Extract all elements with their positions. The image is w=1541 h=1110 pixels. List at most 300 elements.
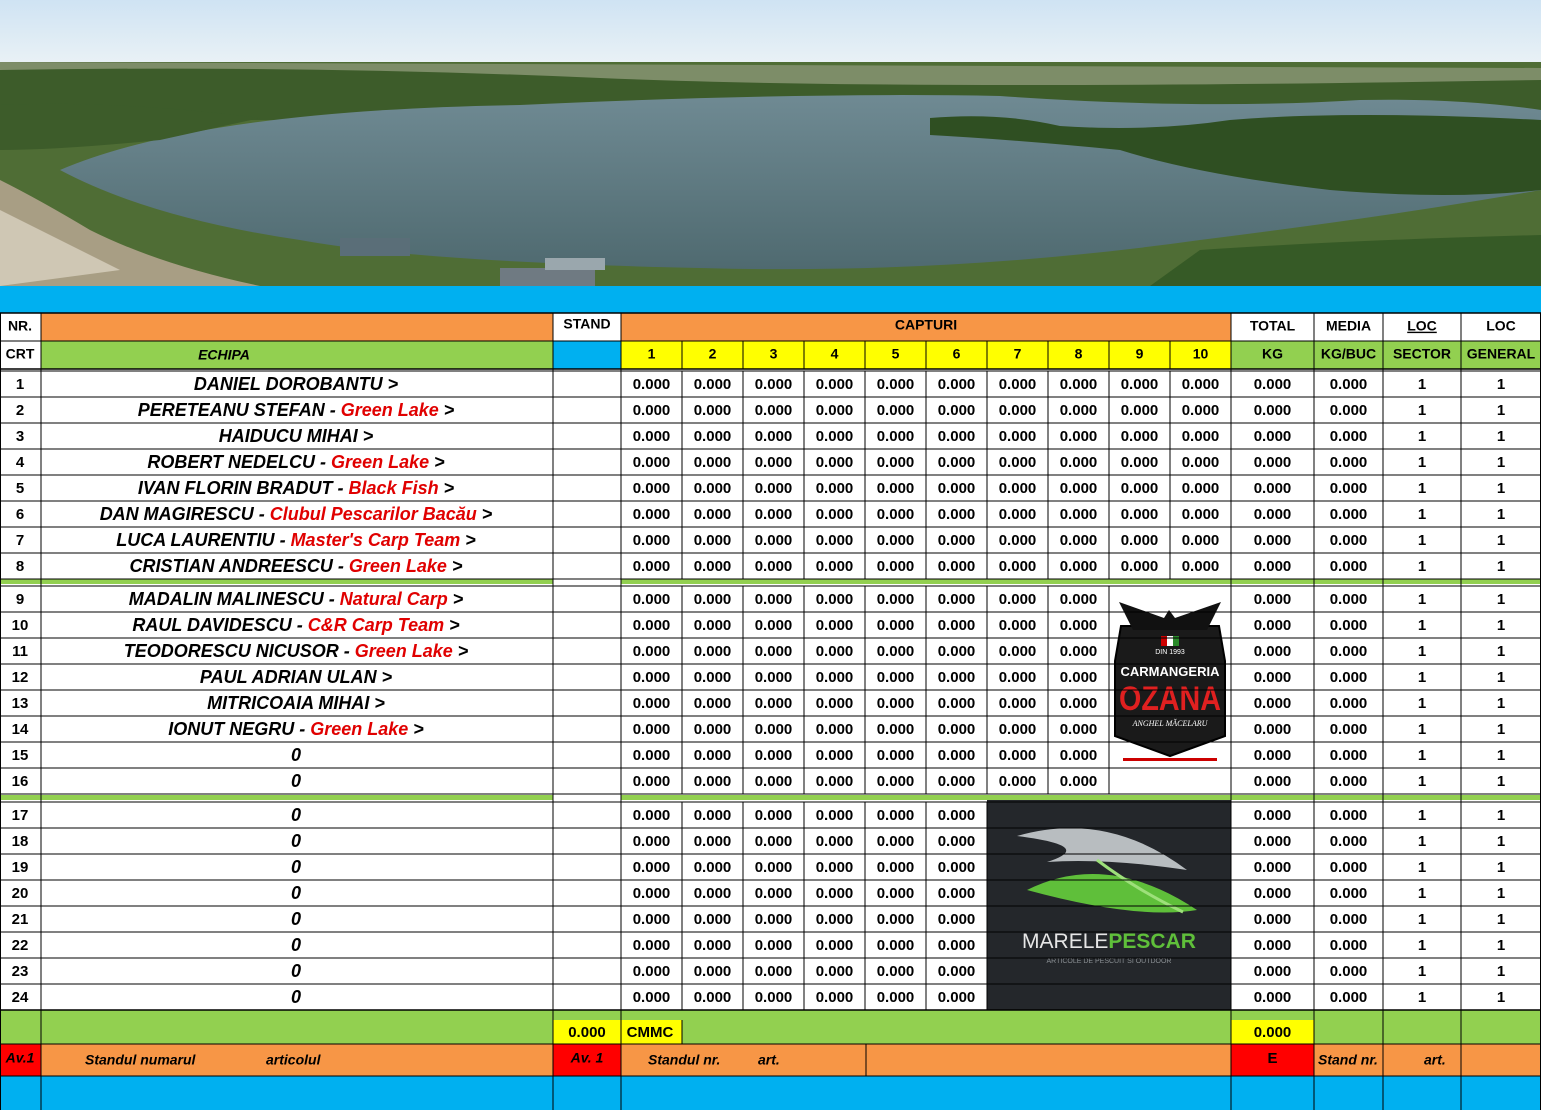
section-separator-bar [621,579,1541,584]
row-total-kg: 0.000 [1253,858,1292,876]
brand-part-a: MARELE [1022,930,1109,953]
header-echipa-top [41,313,553,341]
footer-art2: art. [1424,1051,1446,1068]
capture-value: 0.000 [1059,772,1098,790]
team-separator: - [332,555,349,576]
footer-cmmc: CMMC [626,1023,674,1041]
capture-value: 0.000 [815,910,854,928]
row-nr: 6 [15,505,25,523]
ozana-line2: OZANA [1119,680,1221,718]
row-media: 0.000 [1329,375,1368,393]
capture-value: 0.000 [815,427,854,445]
row-loc-general: 1 [1496,936,1506,954]
row-media: 0.000 [1329,427,1368,445]
row-nr: 1 [15,375,25,393]
capture-value: 0.000 [815,616,854,634]
capture-value: 0.000 [815,988,854,1006]
capture-value: 0.000 [937,479,976,497]
row-arrow: > [460,529,476,550]
capture-value: 0.000 [998,668,1037,686]
row-loc-sector: 1 [1417,557,1427,575]
team-separator: - [274,529,291,550]
row-nr: 12 [11,668,29,686]
capture-value: 0.000 [1059,557,1098,575]
row-media: 0.000 [1329,668,1368,686]
capture-value: 0.000 [754,806,793,824]
title-bar [0,286,1541,313]
marele-pescar-brand [1022,930,1196,953]
competitor-name: IONUT NEGRU [168,718,295,739]
row-loc-sector: 1 [1417,910,1427,928]
capture-value: 0.000 [937,694,976,712]
row-loc-general: 1 [1496,884,1506,902]
capture-value: 0.000 [1120,401,1159,419]
capture-value: 0.000 [876,988,915,1006]
capture-value: 0.000 [754,694,793,712]
capture-value: 0.000 [632,531,671,549]
capture-value: 0.000 [1181,401,1220,419]
capture-value: 0.000 [876,590,915,608]
row-arrow: > [429,451,445,472]
row-media: 0.000 [1329,401,1368,419]
capture-value: 0.000 [693,884,732,902]
capture-value: 0.000 [632,910,671,928]
capture-value: 0.000 [1059,720,1098,738]
capture-value: 0.000 [632,590,671,608]
capture-value: 0.000 [937,884,976,902]
capture-value: 0.000 [632,453,671,471]
header-echipa-cell [41,341,553,369]
row-loc-general: 1 [1496,772,1506,790]
capture-value: 0.000 [754,590,793,608]
row-competitor [291,987,301,1007]
row-total-kg: 0.000 [1253,453,1292,471]
header-capture-number: 8 [1074,345,1083,362]
capture-value: 0.000 [998,505,1037,523]
row-competitor [291,935,301,955]
capture-value: 0.000 [815,772,854,790]
capture-value: 0.000 [754,427,793,445]
row-loc-general: 1 [1496,694,1506,712]
capture-value: 0.000 [876,642,915,660]
row-nr: 17 [11,806,29,824]
capture-value: 0.000 [815,505,854,523]
row-media: 0.000 [1329,590,1368,608]
capture-value: 0.000 [876,427,915,445]
row-media: 0.000 [1329,720,1368,738]
row-nr: 14 [11,720,29,738]
row-total-kg: 0.000 [1253,642,1292,660]
row-media: 0.000 [1329,616,1368,634]
capture-value: 0.000 [632,642,671,660]
row-loc-sector: 1 [1417,427,1427,445]
capture-value: 0.000 [815,936,854,954]
capture-value: 0.000 [876,375,915,393]
competitor-name: 0 [290,804,302,825]
row-loc-general: 1 [1496,642,1506,660]
team-name: Green Lake [354,640,453,661]
row-loc-sector: 1 [1417,453,1427,471]
row-media: 0.000 [1329,858,1368,876]
capture-value: 0.000 [693,453,732,471]
capture-value: 0.000 [1181,427,1220,445]
capture-value: 0.000 [876,884,915,902]
row-loc-sector: 1 [1417,590,1427,608]
capture-value: 0.000 [876,746,915,764]
row-media: 0.000 [1329,910,1368,928]
capture-value: 0.000 [1059,401,1098,419]
header-capture-number: 1 [647,345,656,362]
capture-value: 0.000 [1181,531,1220,549]
row-media: 0.000 [1329,806,1368,824]
row-media: 0.000 [1329,832,1368,850]
capture-value: 0.000 [632,505,671,523]
row-total-kg: 0.000 [1253,806,1292,824]
capture-value: 0.000 [632,772,671,790]
capture-value: 0.000 [693,720,732,738]
capture-value: 0.000 [1181,453,1220,471]
row-total-kg: 0.000 [1253,557,1292,575]
team-separator: - [338,640,355,661]
capture-value: 0.000 [815,884,854,902]
competitor-name: RAUL DAVIDESCU [132,614,292,635]
competitor-name: MITRICOAIA MIHAI [207,692,370,713]
competitor-name: 0 [290,960,302,981]
capture-value: 0.000 [693,936,732,954]
capture-value: 0.000 [876,668,915,686]
row-media: 0.000 [1329,531,1368,549]
row-loc-general: 1 [1496,401,1506,419]
competitor-name: TEODORESCU NICUSOR [123,640,339,661]
header-echipa: ECHIPA [198,346,250,363]
team-name: Green Lake [331,451,430,472]
row-nr: 5 [15,479,25,497]
team-separator: - [315,451,332,472]
capture-value: 0.000 [754,746,793,764]
capture-value: 0.000 [693,427,732,445]
row-nr: 3 [15,427,25,445]
capture-value: 0.000 [937,427,976,445]
team-name: Green Lake [340,399,439,420]
row-arrow: > [408,718,424,739]
row-arrow: > [376,666,393,687]
competitor-name: 0 [290,830,302,851]
row-competitor [100,504,493,524]
row-media: 0.000 [1329,936,1368,954]
row-total-kg: 0.000 [1253,720,1292,738]
capture-value: 0.000 [693,988,732,1006]
capture-value: 0.000 [754,531,793,549]
capture-value: 0.000 [1059,505,1098,523]
capture-value: 0.000 [998,616,1037,634]
capture-value: 0.000 [693,668,732,686]
row-loc-general: 1 [1496,806,1506,824]
row-loc-general: 1 [1496,962,1506,980]
capture-value: 0.000 [1059,668,1098,686]
capture-value: 0.000 [754,616,793,634]
capture-value: 0.000 [693,694,732,712]
capture-value: 0.000 [754,858,793,876]
row-loc-general: 1 [1496,746,1506,764]
capture-value: 0.000 [937,557,976,575]
capture-value: 0.000 [1059,531,1098,549]
competitor-name: DANIEL DOROBANTU [193,373,383,394]
header-capture-number: 2 [708,345,717,362]
row-loc-sector: 1 [1417,531,1427,549]
capture-value: 0.000 [693,557,732,575]
row-loc-general: 1 [1496,375,1506,393]
row-media: 0.000 [1329,962,1368,980]
capture-value: 0.000 [998,772,1037,790]
capture-value: 0.000 [754,375,793,393]
capture-value: 0.000 [1120,479,1159,497]
row-competitor [138,478,455,498]
capture-value: 0.000 [1181,557,1220,575]
competitor-name: 0 [290,986,302,1007]
row-loc-sector: 1 [1417,375,1427,393]
row-total-kg: 0.000 [1253,479,1292,497]
row-competitor [291,805,301,825]
capture-value: 0.000 [815,694,854,712]
row-loc-general: 1 [1496,505,1506,523]
row-total-kg: 0.000 [1253,505,1292,523]
row-competitor [138,400,455,420]
ozana-since: DIN 1993 [1155,649,1185,656]
header-loc-general-top-label: LOC [1486,317,1516,334]
row-nr: 24 [11,988,29,1006]
capture-value: 0.000 [998,427,1037,445]
capture-value: 0.000 [876,694,915,712]
row-loc-general: 1 [1496,988,1506,1006]
capture-value: 0.000 [693,772,732,790]
row-total-kg: 0.000 [1253,616,1292,634]
row-loc-general: 1 [1496,479,1506,497]
capture-value: 0.000 [998,642,1037,660]
section-separator-bar [41,795,553,800]
capture-value: 0.000 [937,746,976,764]
row-nr: 2 [15,401,25,419]
capture-value: 0.000 [876,962,915,980]
capture-value: 0.000 [815,453,854,471]
row-competitor [130,556,463,576]
row-total-kg: 0.000 [1253,910,1292,928]
row-arrow: > [476,503,493,524]
row-competitor [168,719,424,739]
row-nr: 22 [11,936,29,954]
row-arrow: > [357,425,374,446]
capture-value: 0.000 [998,557,1037,575]
row-loc-general: 1 [1496,668,1506,686]
row-loc-general: 1 [1496,590,1506,608]
header-kg: KG [1262,345,1283,362]
capture-value: 0.000 [1059,694,1098,712]
row-competitor [291,771,301,791]
capture-value: 0.000 [754,884,793,902]
row-loc-general: 1 [1496,858,1506,876]
section-separator-bar [621,795,1541,800]
capture-value: 0.000 [1059,616,1098,634]
row-total-kg: 0.000 [1253,401,1292,419]
row-media: 0.000 [1329,772,1368,790]
results-grid [0,286,1541,1110]
capture-value: 0.000 [632,884,671,902]
team-separator: - [324,399,341,420]
brand-part-b: PESCAR [1108,930,1196,953]
row-competitor [291,745,301,765]
header-loc-sector-top-label: LOC [1407,317,1437,334]
capture-value: 0.000 [632,806,671,824]
capture-value: 0.000 [632,936,671,954]
row-nr: 9 [15,590,25,608]
row-loc-general: 1 [1496,910,1506,928]
row-total-kg: 0.000 [1253,531,1292,549]
capture-value: 0.000 [693,832,732,850]
row-loc-general: 1 [1496,453,1506,471]
team-name: Clubul Pescarilor Bacău [269,503,477,524]
row-nr: 18 [11,832,29,850]
header-loc-general: GENERAL [1466,345,1536,362]
capture-value: 0.000 [693,616,732,634]
capture-value: 0.000 [937,910,976,928]
capture-value: 0.000 [815,720,854,738]
row-competitor [147,452,445,472]
capture-value: 0.000 [937,453,976,471]
team-separator: - [294,718,311,739]
capture-value: 0.000 [754,668,793,686]
row-nr: 4 [15,453,25,471]
footer-blue-row [0,1076,1541,1110]
capture-value: 0.000 [998,531,1037,549]
capture-value: 0.000 [876,531,915,549]
capture-value: 0.000 [937,988,976,1006]
row-competitor [132,615,460,635]
row-loc-sector: 1 [1417,832,1427,850]
header-loc-sector: SECTOR [1392,345,1452,362]
capture-value: 0.000 [693,401,732,419]
row-nr: 20 [11,884,29,902]
header-capture-number: 6 [952,345,961,362]
capture-value: 0.000 [937,858,976,876]
row-loc-sector: 1 [1417,694,1427,712]
row-nr: 10 [11,616,29,634]
capture-value: 0.000 [1059,479,1098,497]
results-sheet [0,286,1541,1110]
row-competitor [291,831,301,851]
capture-value: 0.000 [876,505,915,523]
row-competitor [291,857,301,877]
row-loc-sector: 1 [1417,668,1427,686]
row-competitor [291,883,301,903]
marele-pescar-logo [987,800,1231,1010]
header-capture-number: 9 [1135,345,1144,362]
competitor-name: ROBERT NEDELCU [147,451,316,472]
row-media: 0.000 [1329,505,1368,523]
capture-value: 0.000 [815,401,854,419]
row-arrow: > [446,555,463,576]
row-media: 0.000 [1329,884,1368,902]
team-name: Master's Carp Team [290,529,461,550]
capture-value: 0.000 [693,642,732,660]
capture-value: 0.000 [693,375,732,393]
capture-value: 0.000 [754,988,793,1006]
header-capturi: CAPTURI [894,316,958,333]
capture-value: 0.000 [876,616,915,634]
capture-value: 0.000 [632,962,671,980]
capture-value: 0.000 [632,668,671,686]
capture-value: 0.000 [632,988,671,1006]
row-nr: 23 [11,962,29,980]
capture-value: 0.000 [876,936,915,954]
capture-value: 0.000 [998,746,1037,764]
team-name: C&R Carp Team [307,614,445,635]
row-nr: 16 [11,772,29,790]
row-loc-sector: 1 [1417,936,1427,954]
row-loc-sector: 1 [1417,746,1427,764]
capture-value: 0.000 [754,832,793,850]
capture-value: 0.000 [1120,557,1159,575]
capture-value: 0.000 [815,590,854,608]
capture-value: 0.000 [693,479,732,497]
row-media: 0.000 [1329,694,1368,712]
lake-landscape-icon [0,0,1541,286]
row-total-kg: 0.000 [1253,427,1292,445]
row-loc-sector: 1 [1417,642,1427,660]
row-arrow: > [452,640,469,661]
team-name: Green Lake [348,555,447,576]
row-total-kg: 0.000 [1253,375,1292,393]
row-arrow: > [369,692,385,713]
row-loc-sector: 1 [1417,616,1427,634]
capture-value: 0.000 [754,557,793,575]
capture-value: 0.000 [754,962,793,980]
header-crt: CRT [5,345,35,362]
capture-value: 0.000 [1181,479,1220,497]
capture-value: 0.000 [998,590,1037,608]
competitor-name: HAIDUCU MIHAI [218,425,358,446]
capture-value: 0.000 [693,962,732,980]
row-media: 0.000 [1329,453,1368,471]
capture-value: 0.000 [632,720,671,738]
capture-value: 0.000 [632,694,671,712]
row-nr: 8 [15,557,25,575]
header-kg-buc: KG/BUC [1320,345,1377,362]
capture-value: 0.000 [632,479,671,497]
row-loc-sector: 1 [1417,720,1427,738]
footer-av1-stand: Av. 1 [570,1049,604,1066]
row-arrow: > [444,614,460,635]
team-name: Black Fish [348,477,439,498]
row-loc-sector: 1 [1417,479,1427,497]
row-competitor [207,693,385,713]
row-total-kg: 0.000 [1253,962,1292,980]
footer-articolul: articolul [266,1051,321,1068]
row-competitor [194,374,399,394]
capture-value: 0.000 [876,720,915,738]
capture-value: 0.000 [876,832,915,850]
competitor-name: DAN MAGIRESCU [99,503,254,524]
row-media: 0.000 [1329,746,1368,764]
row-competitor [291,909,301,929]
header-capture-number: 3 [769,345,778,362]
header-capture-number: 7 [1013,345,1022,362]
capture-value: 0.000 [754,479,793,497]
capture-value: 0.000 [937,505,976,523]
row-loc-general: 1 [1496,832,1506,850]
row-competitor [291,961,301,981]
row-arrow: > [447,588,464,609]
footer-stand-sum: 0.000 [568,1023,606,1041]
capture-value: 0.000 [1059,453,1098,471]
